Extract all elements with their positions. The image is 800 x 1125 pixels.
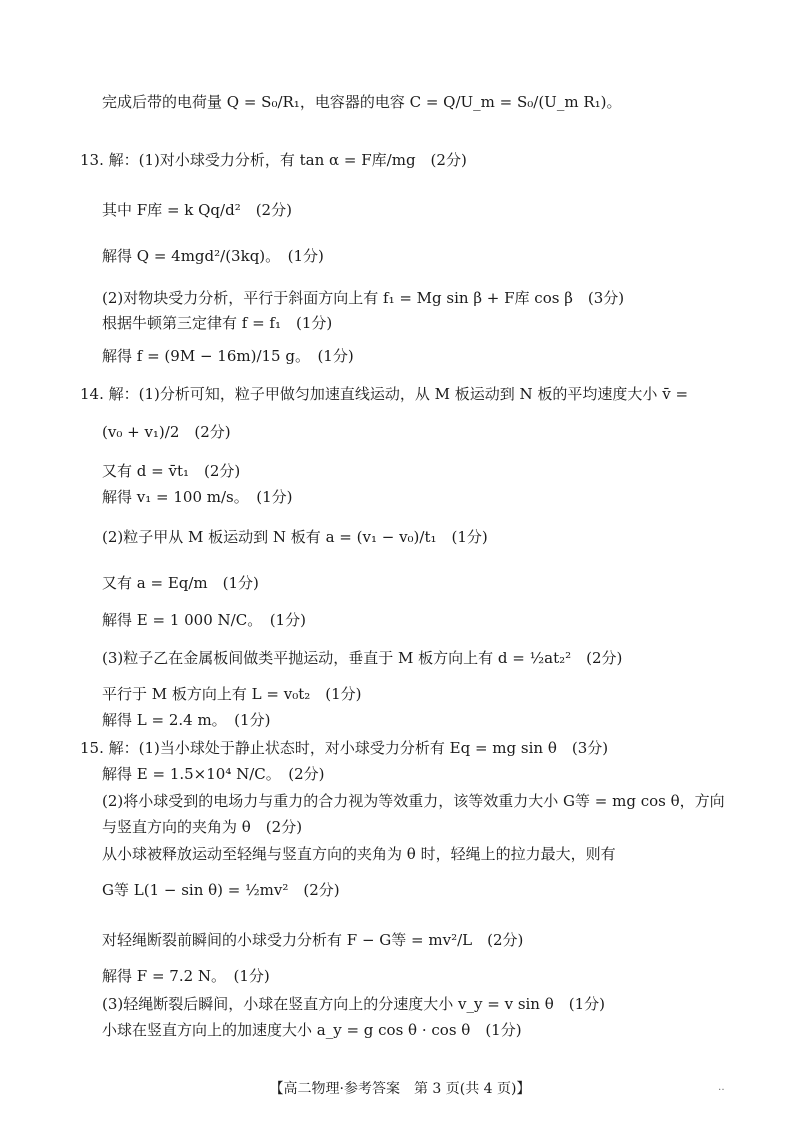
page-footer: 【高二物理·参考答案 第 3 页(共 4 页)】 bbox=[269, 1081, 531, 1097]
answer-line: 根据牛顿第三定律有 f = f₁ (1分) bbox=[102, 314, 333, 332]
answer-line: 解得 v₁ = 100 m/s。 (1分) bbox=[102, 488, 293, 506]
answer-line: (3)粒子乙在金属板间做类平抛运动，垂直于 M 板方向上有 d = ½at₂² (2分) bbox=[102, 649, 623, 667]
answer-line: 小球在竖直方向上的加速度大小 a_y = g cos θ · cos θ (1分) bbox=[102, 1021, 522, 1039]
answer-line: 又有 d = v̄t₁ (2分) bbox=[102, 462, 241, 480]
answer-line: 又有 a = Eq/m (1分) bbox=[102, 574, 259, 592]
answer-line: (3)轻绳断裂后瞬间，小球在竖直方向上的分速度大小 v_y = v sin θ (1分) bbox=[102, 995, 606, 1013]
answer-line: 解得 E = 1 000 N/C。 (1分) bbox=[102, 611, 306, 629]
answer-line: 完成后带的电荷量 Q = S₀/R₁，电容器的电容 C = Q/U_m = S₀/(U_m R₁)。 bbox=[102, 93, 622, 111]
answer-line: 解得 L = 2.4 m。 (1分) bbox=[102, 711, 271, 729]
question-15-heading: 15. 解：(1)当小球处于静止状态时，对小球受力分析有 Eq = mg sin θ (3分) bbox=[80, 739, 609, 757]
answer-line: 对轻绳断裂前瞬间的小球受力分析有 F − G等 = mv²/L (2分) bbox=[102, 931, 524, 949]
answer-line: G等 L(1 − sin θ) = ½mv² (2分) bbox=[102, 881, 340, 899]
answer-line: 解得 f = (9M − 16m)/15 g。 (1分) bbox=[102, 347, 354, 365]
answer-line: 其中 F库 = k Qq/d² (2分) bbox=[102, 201, 292, 219]
question-14-heading: 14. 解：(1)分析可知，粒子甲做匀加速直线运动，从 M 板运动到 N 板的平均速度大小 v̄ = bbox=[80, 385, 689, 403]
answer-line: (v₀ + v₁)/2 (2分) bbox=[102, 423, 231, 441]
answer-line: 解得 Q = 4mgd²/(3kq)。 (1分) bbox=[102, 247, 324, 265]
answer-line: (2)对物块受力分析，平行于斜面方向上有 f₁ = Mg sin β + F库 cos β (3分) bbox=[102, 289, 625, 307]
answer-line: 平行于 M 板方向上有 L = v₀t₂ (1分) bbox=[102, 685, 362, 703]
answer-line: 从小球被释放运动至轻绳与竖直方向的夹角为 θ 时，轻绳上的拉力最大，则有 bbox=[102, 845, 616, 863]
question-13-heading: 13. 解：(1)对小球受力分析，有 tan α = F库/mg (2分) bbox=[80, 151, 467, 169]
corner-mark: ‥ bbox=[718, 1082, 725, 1093]
answer-line: 解得 F = 7.2 N。 (1分) bbox=[102, 967, 270, 985]
answer-line: 与竖直方向的夹角为 θ (2分) bbox=[102, 818, 303, 836]
answer-line: 解得 E = 1.5×10⁴ N/C。 (2分) bbox=[102, 765, 325, 783]
answer-line: (2)将小球受到的电场力与重力的合力视为等效重力，该等效重力大小 G等 = mg cos θ，方向 bbox=[102, 792, 725, 810]
answer-line: (2)粒子甲从 M 板运动到 N 板有 a = (v₁ − v₀)/t₁ (1分) bbox=[102, 528, 488, 546]
